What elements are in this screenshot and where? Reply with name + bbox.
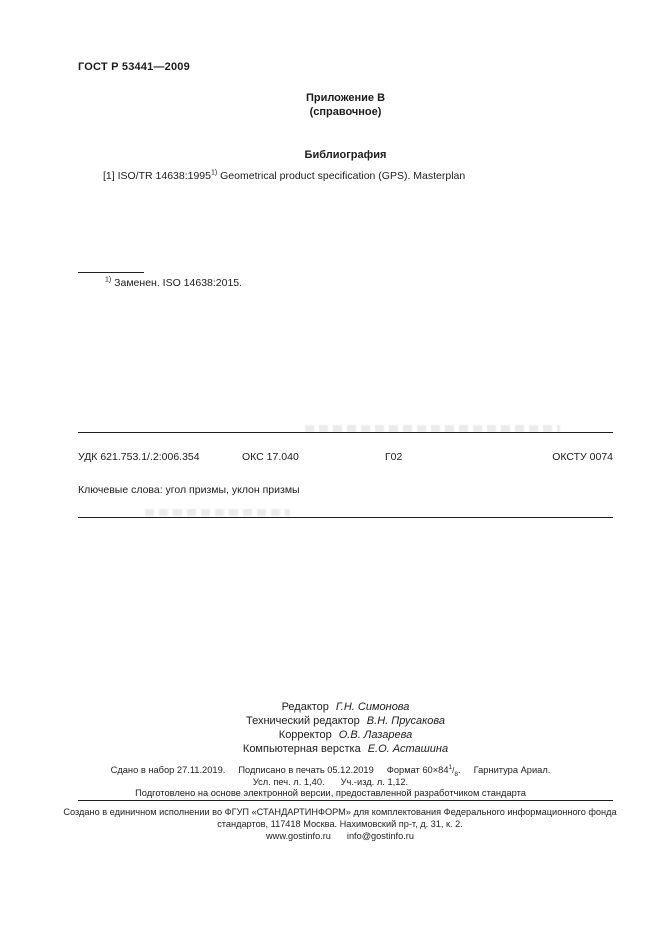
publisher-note: Создано в единичном исполнении во ФГУП «СТАНДАРТИНФОРМ» для комплектования Федерального информационного фонда bbox=[63, 807, 617, 817]
credit-role: Технический редактор bbox=[245, 715, 360, 727]
udk-code: УДК 621.753.1/.2:006.354 bbox=[78, 451, 200, 463]
credit-line bbox=[78, 742, 613, 756]
publisher-contacts bbox=[266, 830, 414, 842]
okstu-code: ОКСТУ 0074 bbox=[552, 451, 613, 463]
g-code: Г02 bbox=[385, 451, 403, 463]
publisher-email: info@gostinfo.ru bbox=[346, 831, 414, 841]
credit-role: Редактор bbox=[281, 701, 329, 713]
imprint-publisher-sheets: Уч.-изд. л. 1,12. bbox=[340, 776, 409, 787]
keywords-line: Ключевые слова: угол призмы, уклон призмы bbox=[78, 484, 300, 496]
bibliography-title: Библиография bbox=[304, 149, 387, 161]
publisher-block bbox=[30, 806, 650, 842]
footnote-reference-mark: 1) bbox=[210, 169, 218, 177]
middle-divider bbox=[78, 517, 613, 518]
credit-line bbox=[78, 700, 613, 714]
imprint-press-sheets: Усл. печ. л. 1,40. bbox=[252, 776, 325, 787]
bibliography-entry-text: Geometrical product specification (GPS). Masterplan bbox=[220, 170, 466, 182]
imprint-typeset-date: Сдано в набор 27.11.2019. bbox=[110, 765, 226, 775]
credit-role: Компьютерная верстка bbox=[242, 743, 361, 755]
bibliography-entry-ref: [1] ISO/TR 14638:1995 bbox=[103, 170, 211, 182]
doc-number: ГОСТ Р 53441—2009 bbox=[78, 61, 190, 73]
top-divider bbox=[78, 432, 613, 433]
credit-name: О.В. Лазарева bbox=[338, 729, 413, 741]
scan-artifact bbox=[305, 425, 560, 432]
credit-line bbox=[78, 714, 613, 728]
publisher-address: стандартов, 117418 Москва. Нахимовский пр-т, д. 31, к. 2. bbox=[217, 819, 463, 829]
credit-name: В.Н. Прусакова bbox=[366, 715, 446, 727]
imprint-line-2 bbox=[253, 777, 408, 789]
scan-artifact bbox=[145, 509, 290, 516]
imprint-block bbox=[40, 765, 621, 800]
credit-name: Г.Н. Симонова bbox=[335, 701, 410, 713]
annex-title: Приложение В bbox=[305, 92, 386, 104]
footnote-mark: 1) bbox=[105, 276, 112, 284]
credit-role: Корректор bbox=[278, 729, 332, 741]
annex-subtitle: (справочное) bbox=[309, 106, 382, 118]
bottom-divider bbox=[78, 800, 613, 801]
footnote-divider bbox=[78, 272, 144, 273]
publisher-website: www.gostinfo.ru bbox=[266, 831, 331, 841]
footnote bbox=[105, 277, 242, 289]
credit-name: Е.О. Асташина bbox=[367, 743, 449, 755]
footnote-text: Заменен. ISO 14638:2015. bbox=[114, 277, 243, 289]
imprint-format: Формат $60\times 84^1/_8$. bbox=[386, 763, 461, 778]
oks-code: ОКС 17.040 bbox=[242, 451, 299, 463]
bibliography-entry bbox=[103, 170, 613, 183]
credits-block bbox=[78, 700, 613, 756]
imprint-line-1 bbox=[40, 765, 621, 777]
annex-heading bbox=[78, 91, 613, 119]
imprint-typeface: Гарнитура Ариал. bbox=[473, 765, 551, 775]
credit-line bbox=[78, 728, 613, 742]
imprint-line-3: Подготовлено на основе электронной версии, предоставленной разработчиком стандарта bbox=[135, 788, 526, 798]
imprint-print-date: Подписано в печать 05.12.2019 bbox=[238, 765, 374, 775]
